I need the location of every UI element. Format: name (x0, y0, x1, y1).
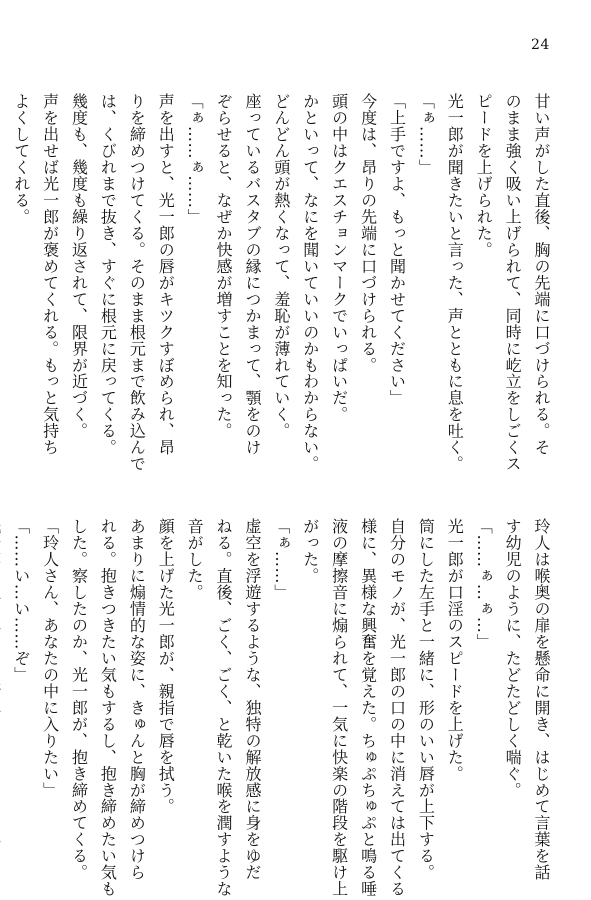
text-line: 「ぁ……」 (416, 93, 436, 176)
text-line (0, 518, 6, 891)
text-line: 声を出せば光一郎が褒めてくれる。もっと気持ち (40, 93, 60, 456)
text-line: よくしてくれる。 (11, 93, 31, 225)
text-line: 「ぁ……」 (271, 518, 291, 601)
text-block-lower (11, 518, 555, 898)
text-line: 液の摩擦音に煽られて、一気に快楽の階段を駆け上 (329, 518, 349, 898)
text-line: 幾度も、幾度も繰り返されて、限界が近づく。 (69, 93, 89, 440)
text-line: 頭の中はクエスチョンマークでいっぱいだ。 (329, 93, 349, 423)
text-line: 声を出すと、光一郎の唇がキツクすぼめられ、昂 (156, 93, 176, 456)
text-line: ぞらせると、なぜか快感が増すことを知った。 (214, 93, 234, 440)
text-line: 玲人は喉奥の扉を懸命に開き、はじめて言葉を話 (532, 518, 551, 881)
text-line: 自分のモノが、光一郎の口の中に消えては出てくる (387, 518, 407, 898)
text-line: 虚空を浮遊するような、独特の解放感に身をゆだ (242, 518, 262, 881)
text-line: かといって、なにを聞いていいのかもわからない。 (300, 93, 320, 473)
text-line: 筒にした左手と一緒に、形のいい唇が上下する。 (416, 518, 436, 881)
text-line: す幼児のように、たどたどしく喘ぐ。 (503, 518, 523, 799)
text-line: がった。 (300, 518, 320, 584)
text-line: 甘い声がした直後、胸の先端に口づけられる。そ (532, 93, 551, 456)
text-line: 光一郎が聞きたいと言った、声とともに息を吐く。 (445, 93, 465, 473)
text-line: 「ぁ……ぁ……」 (185, 93, 205, 225)
text-line: 音がした。 (185, 518, 205, 601)
text-line: あまりに煽情的な姿に、きゅんと胸が締めつけら (127, 518, 147, 881)
text-line: どんどん頭が熱くなって、羞恥が薄れていく。 (271, 93, 291, 440)
text-block-upper (11, 93, 555, 473)
text-line: れる。抱きつきたい気もするし、抱き締めたい気も (98, 518, 118, 898)
text-line: ピードを上げられた。 (474, 93, 494, 258)
text-line: りを締めつけてくる。そのまま根元まで飲み込んで (127, 93, 147, 473)
page-number: 24 (531, 37, 550, 53)
text-line: のまま強く吸い上げられて、同時に屹立をしごくス (503, 93, 523, 473)
text-line: 「玲人さん、あなたの中に入りたい」 (40, 518, 60, 799)
text-line: 座っているバスタブの縁につかまって、顎をのけ (242, 93, 262, 456)
text-line: 今度は、昂りの先端に口づけられる。 (358, 93, 378, 374)
text-line: 様に、異様な興奮を覚えた。ちゅぷちゅぷと鳴る唾 (358, 518, 378, 898)
text-line: 「……ぁ…ぁ…」 (474, 518, 494, 650)
text-line: 顔を上げた光一郎が、親指で唇を拭う。 (156, 518, 176, 815)
text-line: ねる。直後、ごく、ごく、と乾いた喉を潤すような (214, 518, 234, 898)
text-line: 「上手ですよ、もっと聞かせてください」 (387, 93, 407, 407)
text-line: 「……い…い……ぞ」 (11, 518, 31, 683)
text-line: は、くびれまで抜き、すぐに根元に戻ってくる。 (98, 93, 118, 456)
text-line: した。察したのか、光一郎が、抱き締めてくる。 (69, 518, 89, 881)
text-line: 光一郎が口淫のスピードを上げた。 (445, 518, 465, 782)
text-line (0, 93, 6, 466)
